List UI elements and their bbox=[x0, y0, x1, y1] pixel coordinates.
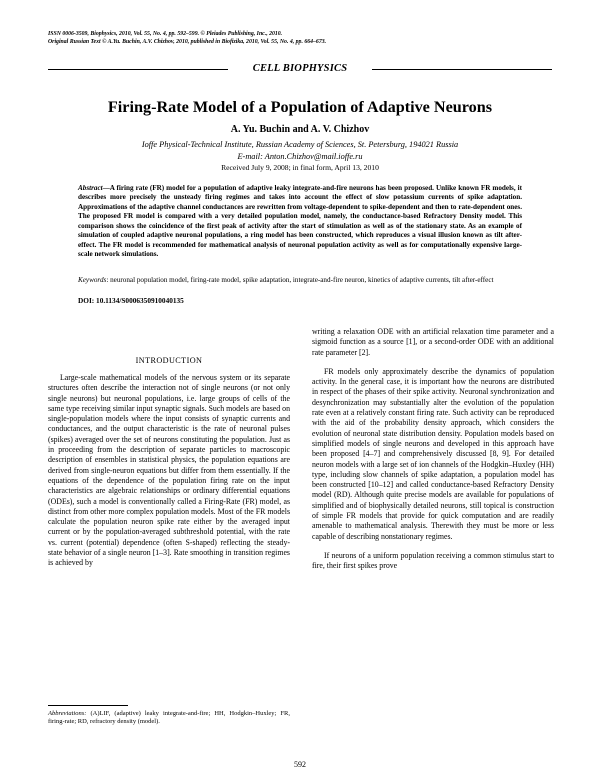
footnote-text: (A)LIF, (adaptive) leaky integrate-and-fire; HH, Hodgkin–Huxley; FR, firing-rate; RD, refractory density (model). bbox=[48, 710, 290, 726]
keywords-text: : neuronal population model, firing-rate model, spike adaptation, integrate-and-fire neuron, kinetics of adaptive currents, tilt after-effect bbox=[106, 276, 494, 284]
paper-title: Firing-Rate Model of a Population of Adaptive Neurons bbox=[107, 98, 493, 116]
intro-paragraph-3: If neurons of a uniform population receiving a common stimulus start to fire, their first spikes prove bbox=[312, 550, 554, 571]
abstract bbox=[78, 184, 522, 260]
paper-received: Received July 9, 2008; in final form, April 13, 2010 bbox=[221, 163, 379, 172]
abstract-label: Abstract bbox=[78, 184, 103, 192]
header-original-line: Original Russian Text © A.Yu. Buchin, A.V. Chizhov, 2010, published in Biofizika, 2010, Vol. 55, No. 4, pp. 664–673. bbox=[48, 39, 327, 45]
intro-paragraph-2: FR models only approximately describe the dynamics of population activity. In the general case, it is important how the neurons are distributed in respect of the phases of their spike activity. Neuronal synchronization and desynchronization may substantially alter the evolution of the population rate even at a relatively constant firing rate. Such activity can be reproduced with the aid of the probability density approach, which considers the evolution of neuronal state distribution density. Population models based on simplified models of single neurons and developed in this approach have been proposed [4–7] and comprehensively discussed [8, 9]. For detailed neuron models with a large set of ion channels of the Hodgkin–Huxley (HH) type, including slow channels of spike adaptation, a population model has been constructed [10–12] and called conductance-based Refractory Density model (RD). Although quite precise models are available for populations of simplified and of biophysically detailed neurons, still topical is construction of simple FR models that provide for quick computation and are readily amenable to mathematical analysis. Therewith they must be more or less capable of describing nonstationary regimes. bbox=[312, 366, 554, 541]
paper-email: E-mail: Anton.Chizhov@mail.ioffe.ru bbox=[237, 152, 363, 161]
left-column bbox=[48, 373, 290, 569]
doi: DOI: 10.1134/S0006350910040135 bbox=[78, 296, 184, 305]
paper-affiliation: Ioffe Physical-Technical Institute, Russian Academy of Sciences, St. Petersburg, 194021 Russia bbox=[141, 140, 459, 149]
right-column bbox=[312, 327, 554, 572]
keywords-label: Keywords bbox=[78, 276, 107, 284]
section-bar bbox=[48, 62, 552, 78]
section-label: CELL BIOPHYSICS bbox=[252, 63, 348, 74]
introduction-heading: INTRODUCTION bbox=[135, 356, 203, 365]
keywords bbox=[78, 276, 522, 286]
page-number: 592 bbox=[294, 760, 306, 769]
footnote-rule bbox=[48, 705, 128, 706]
journal-header bbox=[48, 30, 558, 46]
footnote-label: Abbreviations: bbox=[48, 710, 87, 717]
intro-paragraph-1: Large-scale mathematical models of the nervous system or its separate structures often describe the interaction not of single neurons (or not only single neurons) but neuronal populations, i.e. large groups of cells of the same type receiving similar input synaptic signals. Such models are based on single-population models where the input consists of synaptic currents and conductances, and the output characteristic is the rate of neuronal pulses (spikes) averaged over the set of neurons constituting the population. Just as in proceeding from the description of separate particles to macroscopic description of ensembles in statistical physics, the population equations are derived from single-neuron equations but differ from them essentially. If the equations of the dependence of the population firing rate on the input characteristics are algebraic relationships or ordinary differential equations (ODEs), such a model is conventionally called a Firing-Rate (FR) model, as distinct from other more complex population models. Most of the FR models calculate the population neuron spike rate either by the averaged input current or by the population-averaged subthreshold potential, with the rate vs. current (potential) dependence (often S-shaped) reflecting the steady-state behavior of a single neuron [1–3]. Rate smoothing in transition regimes is achieved by bbox=[48, 373, 290, 568]
section-rule-right bbox=[372, 69, 552, 70]
paper-authors: A. Yu. Buchin and A. V. Chizhov bbox=[230, 124, 370, 135]
abstract-text: —A firing rate (FR) model for a population of adaptive leaky integrate-and-fire neurons has been proposed. Unlike known FR models, it describes more precisely the unsteady firing regimes and takes into account the effect of slow potassium currents of spike adaptation. Approximations of the adaptive channel conductances are rewritten from voltage-dependent to spike-dependent and then to rate-dependent ones. The proposed FR model is compared with a very detailed population model, namely, the conductance-based Refractory Density model. This comparison shows the coincidence of the first peak of activity after the start of stimulation as well as of the stationary state. As an example of simulation of coupled adaptive neuronal populations, a ring model has been constructed, which reproduces a visual illusion known as tilt after-effect. The FR model is recommended for mathematical analysis of neuronal population activity as well as for computationally expensive large-scale network simulations. bbox=[78, 184, 522, 259]
intro-paragraph-cont: writing a relaxation ODE with an artificial relaxation time parameter and a sigmoid function as a source [1], or a second-order ODE with an additional rate parameter [2]. bbox=[312, 327, 554, 357]
header-issn-line: ISSN 0006-3509, Biophysics, 2010, Vol. 55, No. 4, pp. 592–599. © Pleiades Publishing, Inc., 2010. bbox=[48, 31, 283, 37]
footnote bbox=[48, 710, 290, 726]
